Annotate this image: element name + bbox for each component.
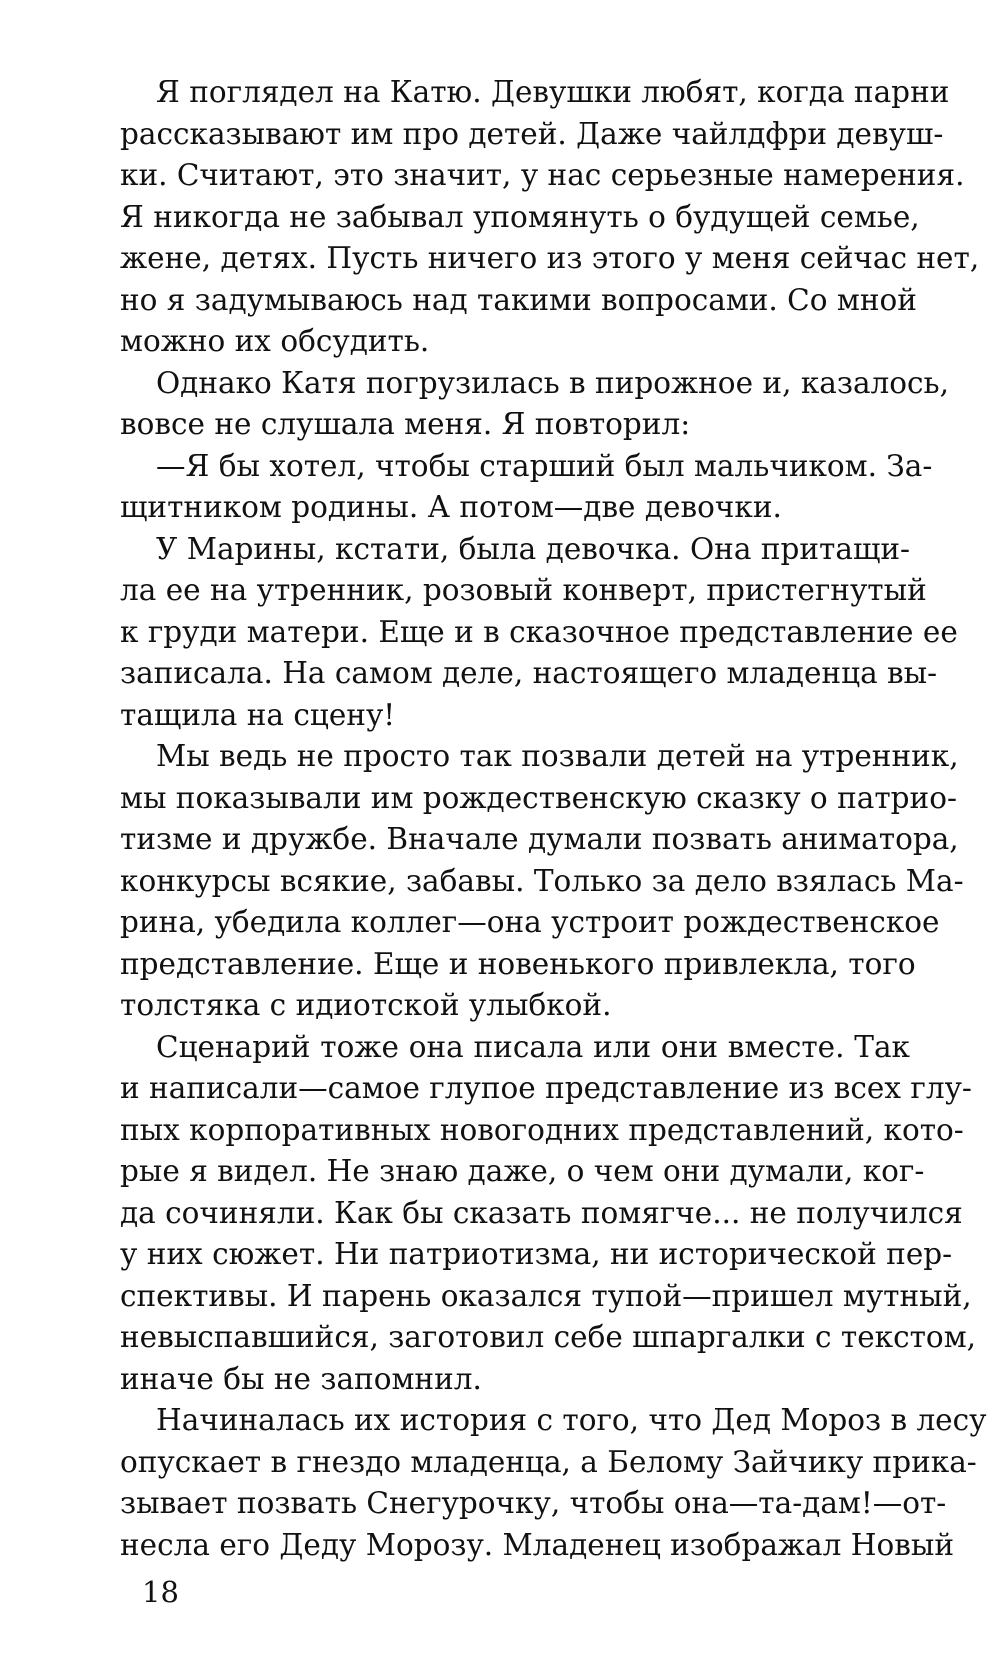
text-line: да сочиняли. Как бы сказать помягче... не получился	[120, 1195, 963, 1230]
text-line: Я поглядел на Катю. Девушки любят, когда парни	[156, 75, 950, 109]
text-line: жене, детях. Пусть ничего из этого у меня сейчас нет,	[120, 241, 980, 275]
text-line: конкурсы всякие, забавы. Только за дело взялась Ма-	[120, 863, 964, 898]
text-line: У Марины, кстати, была девочка. Она притащи-	[156, 531, 910, 566]
text-line: вовсе не слушала меня. Я повторил:	[120, 407, 691, 441]
text-line: и написали—самое глупое представление из всех глу-	[120, 1071, 972, 1105]
text-line: к груди матери. Еще и в сказочное представление ее	[120, 614, 958, 649]
text-line: рассказывают им про детей. Даже чайлдфри девуш-	[120, 116, 944, 151]
text-line: невыспавшийся, заготовил себе шпаргалки с текстом,	[120, 1320, 977, 1354]
text-line: рые я видел. Не знаю даже, о чем они думали, ког-	[120, 1154, 925, 1188]
text-line: но я задумываюсь над такими вопросами. Со мной	[120, 282, 917, 317]
page-number: 18	[142, 1575, 179, 1609]
text-line: ла ее на утренник, розовый конверт, пристегнутый	[120, 573, 927, 607]
text-line: иначе бы не запомнил.	[120, 1361, 482, 1396]
text-line: Начиналась их история с того, что Дед Мороз в лесу	[156, 1403, 987, 1437]
text-line: у них сюжет. Ни патриотизма, ни исторической пер-	[120, 1237, 953, 1271]
text-line: тащила на сцену!	[120, 697, 396, 732]
text-line: несла его Деду Морозу. Младенец изображал Новый	[120, 1527, 954, 1562]
text-line: представление. Еще и новенького привлекла, того	[120, 946, 916, 981]
text-line: пых корпоративных новогодних представлений, кото-	[120, 1112, 964, 1147]
text-line: ки. Считают, это значит, у нас серьезные намерения.	[120, 158, 965, 192]
text-line: зывает позвать Снегурочку, чтобы она—та-дам!—от-	[120, 1486, 947, 1520]
text-line: опускает в гнездо младенца, а Белому Зайчику прика-	[120, 1444, 977, 1479]
text-line: тизме и дружбе. Вначале думали позвать аниматора,	[120, 822, 959, 856]
text-line: спективы. И парень оказался тупой—пришел мутный,	[120, 1278, 972, 1313]
text-line: записала. На самом деле, настоящего младенца вы-	[120, 656, 938, 690]
text-line: Однако Катя погрузилась в пирожное и, казалось,	[156, 365, 949, 400]
text-line: —Я бы хотел, чтобы старший был мальчиком. За-	[156, 448, 933, 483]
text-line: Я никогда не забывал упомянуть о будущей семье,	[120, 199, 920, 234]
text-line: Мы ведь не просто так позвали детей на утренник,	[156, 739, 959, 773]
text-line: Сценарий тоже она писала или они вместе. Так	[156, 1029, 910, 1064]
text-line: можно их обсудить.	[120, 324, 430, 358]
text-line: рина, убедила коллег—она устроит рождественское	[120, 905, 940, 939]
text-line: щитником родины. А потом—две девочки.	[120, 490, 782, 524]
text-line: мы показывали им рождественскую сказку о патрио-	[120, 780, 957, 815]
text-line: толстяка с идиотской улыбкой.	[120, 988, 612, 1022]
body-text	[120, 72, 987, 1566]
